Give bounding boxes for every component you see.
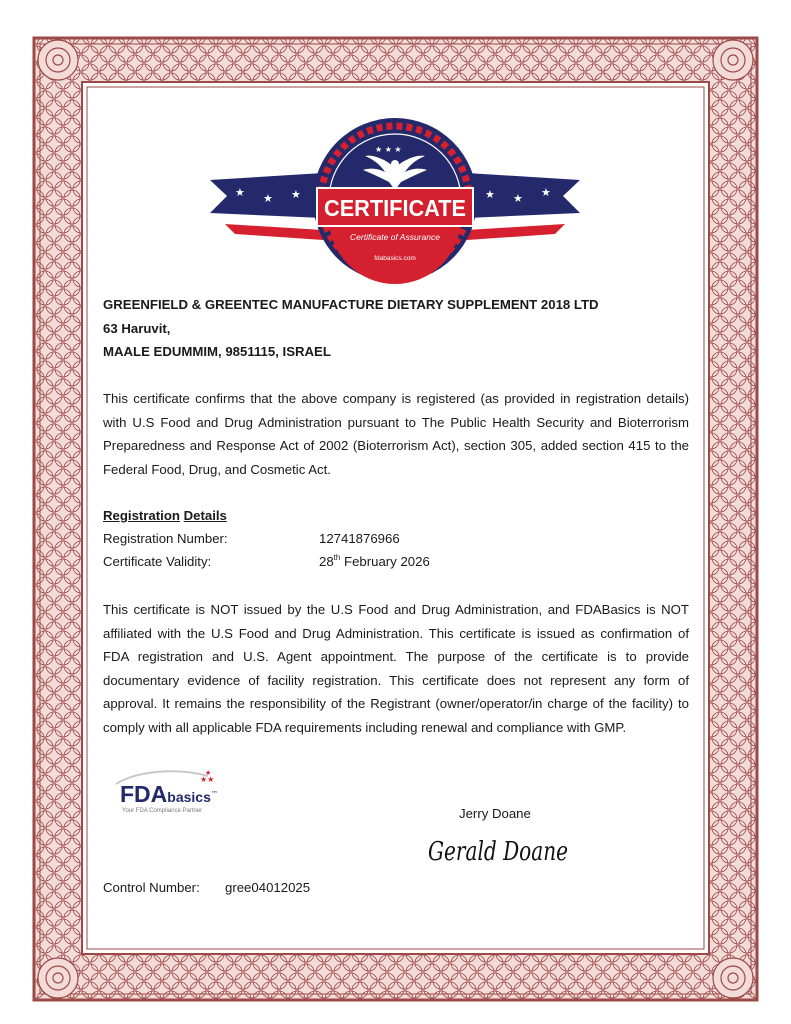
validity-rest: February 2026: [340, 554, 430, 569]
registration-heading-word1: Registration: [103, 508, 180, 523]
svg-text:★ ★ ★: ★ ★ ★: [375, 145, 402, 154]
badge-website: fdabasics.com: [374, 255, 416, 262]
svg-text:★: ★: [513, 192, 523, 205]
company-name: GREENFIELD & GREENTEC MANUFACTURE DIETARY SUPPLEMENT 2018 LTD: [103, 297, 599, 312]
logo-text-fda: FDA: [120, 781, 168, 807]
validity-value: [319, 554, 430, 569]
badge-title: CERTIFICATE: [324, 195, 466, 221]
registration-number-label: Registration Number:: [103, 531, 228, 546]
svg-text:★: ★: [291, 188, 301, 201]
signature-text: Gerald Doane: [428, 837, 568, 867]
left-ribbon: [210, 173, 323, 240]
svg-text:★: ★: [485, 188, 495, 201]
svg-text:★: ★: [235, 186, 245, 199]
registration-heading: [103, 508, 227, 523]
control-number-label: Control Number:: [103, 880, 200, 895]
svg-text:★★: ★★: [200, 775, 215, 784]
signatory-name: Jerry Doane: [459, 806, 531, 821]
control-number-value: gree04012025: [225, 880, 311, 895]
registration-heading-word2: Details: [183, 508, 227, 523]
logo-tagline: Your FDA Compliance Partner: [122, 808, 203, 814]
svg-text:★: ★: [205, 769, 212, 777]
logo-text-basics: basics: [167, 789, 211, 805]
fdabasics-logo: [108, 768, 238, 820]
validity-label: Certificate Validity:: [103, 554, 212, 569]
signature: [424, 832, 574, 872]
registration-number-value: 12741876966: [319, 531, 400, 546]
company-street: 63 Haruvit,: [103, 321, 171, 336]
disclaimer-paragraph: This certificate is NOT issued by the U.S Food and Drug Administration, and FDABasics is NOT affiliated with the U.S Food and Drug Administration. This certificate is issued as confirmation of FDA registration and U.S. Agent appointment. The purpose of the certificate is to provide documentary evidence of facility registration. This certificate does not represent any form of approval. It remains the responsibility of the Registrant (owner/operator/in charge of the facility) to comply with all applicable FDA requirements including renewal and compliance with GMP.: [103, 602, 689, 735]
intro-paragraph: This certificate confirms that the above company is registered (as provided in registration details) with U.S Food and Drug Administration pursuant to The Public Health Security and Bioterrorism Preparedness and Response Act of 2002 (Bioterrorism Act), section 305, added section 415 to the Federal Food, Drug, and Cosmetic Act.: [103, 391, 689, 477]
badge-subtitle: Certificate of Assurance: [350, 232, 440, 242]
company-city: MAALE EDUMMIM, 9851115, ISRAEL: [103, 344, 331, 359]
svg-text:★: ★: [263, 192, 273, 205]
validity-suffix: th: [333, 553, 341, 562]
svg-text:★: ★: [541, 186, 551, 199]
right-ribbon: [467, 173, 580, 240]
certificate-badge: [205, 118, 585, 293]
validity-day: 28: [319, 554, 334, 569]
logo-trademark: ™: [210, 790, 218, 798]
